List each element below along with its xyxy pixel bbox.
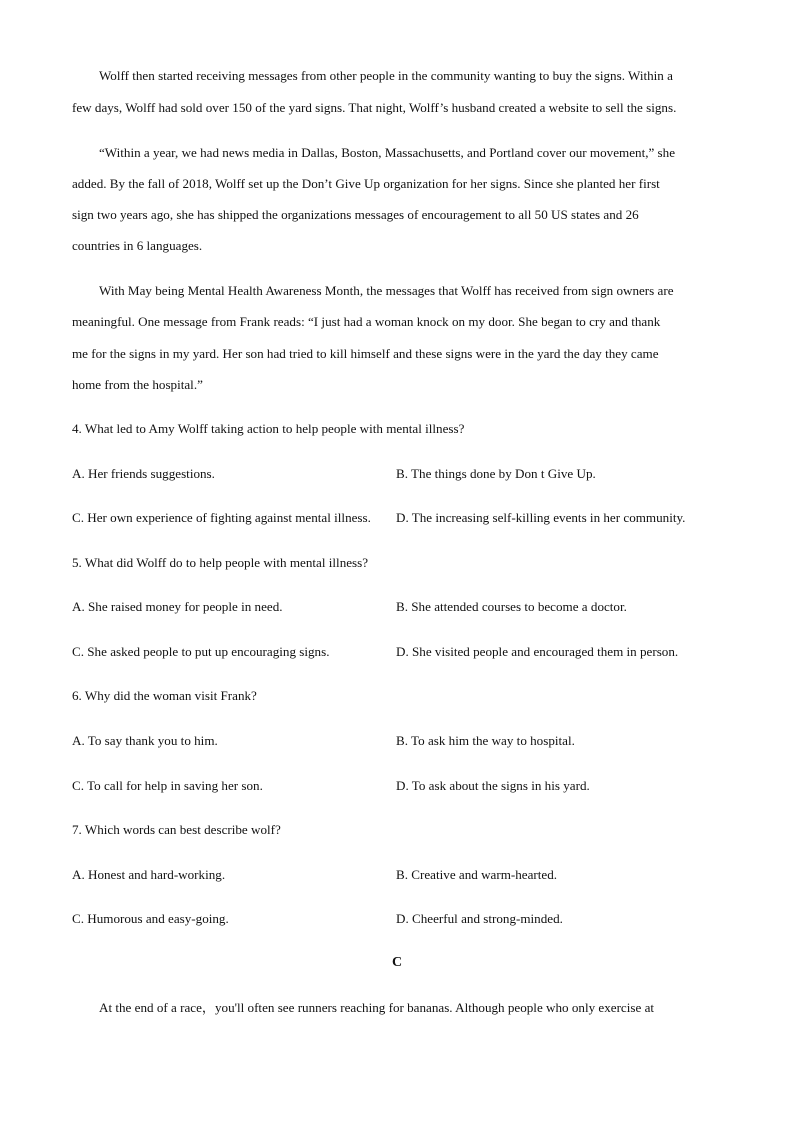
paragraph-line: Wolff then started receiving messages from other people in the community wanting to buy the signs. Within a bbox=[99, 68, 673, 83]
option-a: A. To say thank you to him. bbox=[72, 733, 218, 748]
option-a: A. Honest and hard-working. bbox=[72, 867, 226, 882]
paragraph-line: countries in 6 languages. bbox=[72, 238, 203, 253]
option-a: A. She raised money for people in need. bbox=[72, 599, 283, 614]
option-b: B. She attended courses to become a doctor. bbox=[396, 599, 627, 614]
paragraph-line: few days, Wolff had sold over 150 of the yard signs. That night, Wolff’s husband created a website to sell the signs. bbox=[72, 100, 677, 115]
option-d: D. She visited people and encouraged them in person. bbox=[396, 644, 679, 659]
option-d: D. To ask about the signs in his yard. bbox=[396, 778, 590, 793]
paragraph-line: me for the signs in my yard. Her son had tried to kill himself and these signs were in the yard the day they came bbox=[72, 346, 659, 361]
option-c: C. Her own experience of fighting against mental illness. bbox=[72, 510, 371, 525]
question-stem: 7. Which words can best describe wolf? bbox=[72, 822, 281, 837]
paragraph-line: meaningful. One message from Frank reads: “I just had a woman knock on my door. She began to cry and thank bbox=[72, 314, 661, 329]
option-c: C. Humorous and easy-going. bbox=[72, 911, 229, 926]
paragraph-line: “Within a year, we had news media in Dallas, Boston, Massachusetts, and Portland cover our movement,” she bbox=[99, 145, 676, 160]
option-b: B. Creative and warm-hearted. bbox=[396, 867, 558, 882]
option-d: D. Cheerful and strong-minded. bbox=[396, 911, 563, 926]
paragraph-line: home from the hospital.” bbox=[72, 377, 203, 392]
option-c: C. She asked people to put up encouraging signs. bbox=[72, 644, 330, 659]
option-c: C. To call for help in saving her son. bbox=[72, 778, 263, 793]
question-stem: 4. What led to Amy Wolff taking action to help people with mental illness? bbox=[72, 421, 465, 436]
option-b: B. To ask him the way to hospital. bbox=[396, 733, 575, 748]
paragraph-line: added. By the fall of 2018, Wolff set up the Don’t Give Up organization for her signs. Since she planted her first bbox=[72, 176, 660, 191]
paragraph-line: sign two years ago, she has shipped the organizations messages of encouragement to all 50 US states and 26 bbox=[72, 207, 639, 222]
paragraph-line: With May being Mental Health Awareness Month, the messages that Wolff has received from sign owners are bbox=[99, 283, 674, 298]
question-stem: 6. Why did the woman visit Frank? bbox=[72, 688, 257, 703]
option-b: B. The things done by Don t Give Up. bbox=[396, 466, 596, 481]
section-heading: C bbox=[391, 955, 403, 970]
question-stem: 5. What did Wolff do to help people with mental illness? bbox=[72, 555, 369, 570]
paragraph-line: At the end of a race，you'll often see runners reaching for bananas. Although people who only exercise at bbox=[99, 1000, 655, 1015]
option-d: D. The increasing self-killing events in her community. bbox=[396, 510, 686, 525]
option-a: A. Her friends suggestions. bbox=[72, 466, 215, 481]
